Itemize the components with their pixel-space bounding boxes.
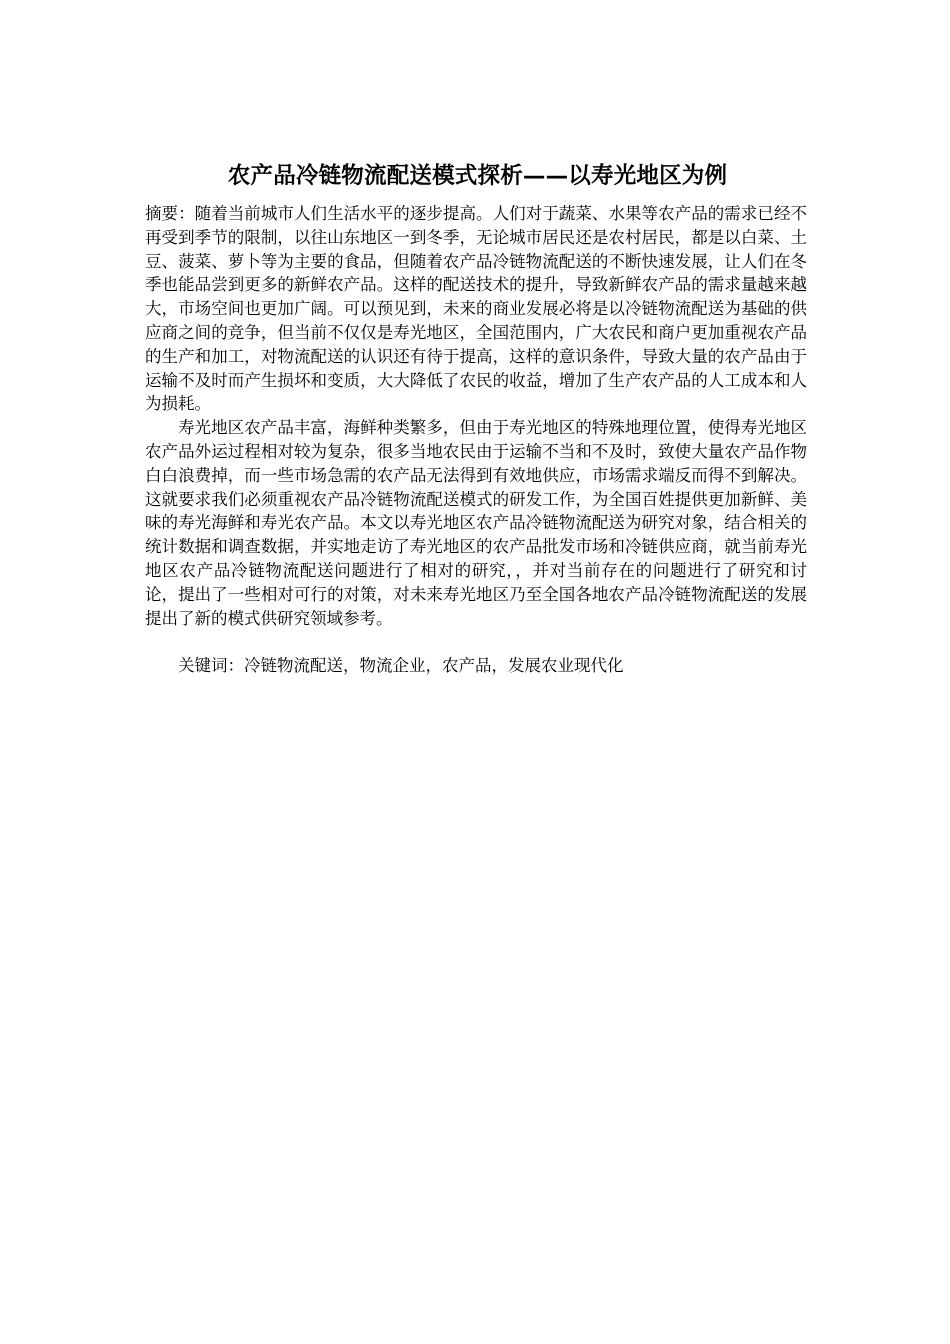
abstract-paragraph-2: 寿光地区农产品丰富，海鲜种类繁多，但由于寿光地区的特殊地理位置，使得寿光地区农产品外运过程相对较为复杂，很多当地农民由于运输不当和不及时，致使大量农产品作物白白浪费掉，而一些市场急需的农产品无法得到有效地供应，市场需求端反而得不到解决。这就要求我们必须重视农产品冷链物流配送模式的研发工作，为全国百姓提供更加新鲜、美味的寿光海鲜和寿光农产品。本文以寿光地区农产品冷链物流配送为研究对象，结合相关的统计数据和调查数据，并实地走访了寿光地区的农产品批发市场和冷链供应商，就当前寿光地区农产品冷链物流配送问题进行了相对的研究，，并对当前存在的问题进行了研究和讨论，提出了一些相对可行的对策，对未来寿光地区乃至全国各地农产品冷链物流配送的发展提出了新的模式供研究领域参考。 (145, 418, 807, 628)
abstract-section (145, 202, 807, 678)
paper-title: 农产品冷链物流配送模式探析——以寿光地区为例 (227, 163, 728, 189)
keywords-line: 关键词：冷链物流配送，物流企业，农产品，发展农业现代化 (178, 656, 624, 676)
abstract-label: 摘要： (145, 204, 195, 223)
abstract-text: 随着当前城市人们生活水平的逐步提高。人们对于蔬菜、水果等农产品的需求已经不再受到季节的限制，以往山东地区一到冬季，无论城市居民还是农村居民，都是以白菜、土豆、菠菜、萝卜等为主要的食品，但随着农产品冷链物流配送的不断快速发展，让人们在冬季也能品尝到更多的新鲜农产品。这样的配送技术的提升，导致新鲜农产品的需求量越来越大，市场空间也更加广阔。可以预见到，未来的商业发展必将是以冷链物流配送为基础的供应商之间的竞争，但当前不仅仅是寿光地区，全国范围内，广大农民和商户更加重视农产品的生产和加工，对物流配送的认识还有待于提高，这样的意识条件，导致大量的农产品由于运输不及时而产生损坏和变质，大大降低了农民的收益，增加了生产农产品的人工成本和人为损耗。 (145, 204, 808, 414)
abstract-paragraph (145, 202, 807, 416)
